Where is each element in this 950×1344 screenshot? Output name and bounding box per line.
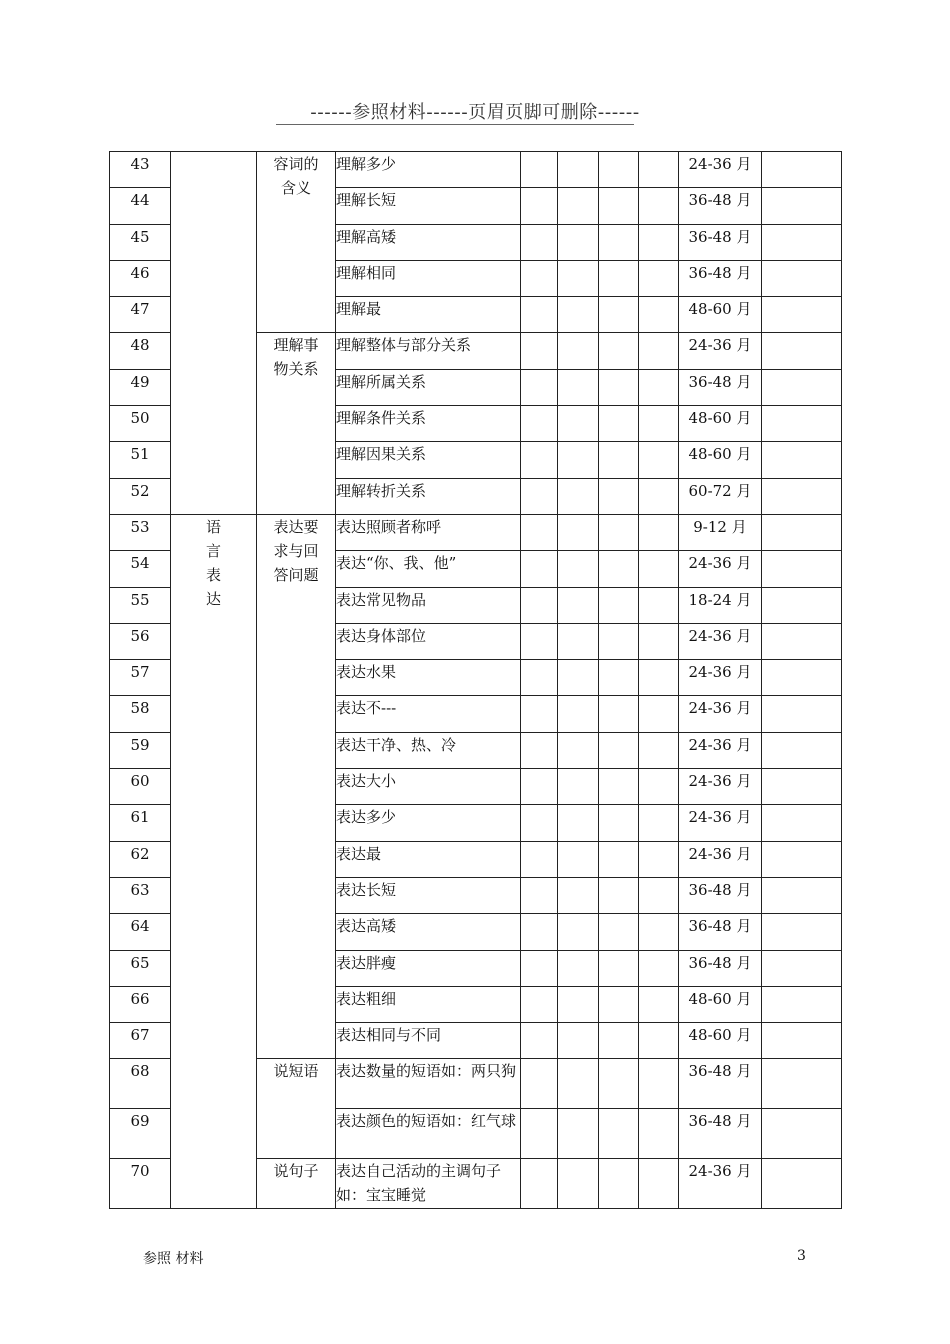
- remark-cell: [762, 297, 842, 333]
- item-description: 表达胖瘦: [336, 950, 521, 986]
- age-range: 60-72 月: [679, 478, 762, 514]
- row-number: 64: [110, 914, 171, 950]
- domain-language-expression: 语 言 表 达: [171, 514, 257, 1208]
- score-cell: [521, 587, 558, 623]
- score-cell: [639, 333, 679, 369]
- remark-cell: [762, 478, 842, 514]
- score-cell: [558, 297, 599, 333]
- table-row: [110, 514, 842, 550]
- age-range: 24-36 月: [679, 152, 762, 188]
- remark-cell: [762, 914, 842, 950]
- remark-cell: [762, 696, 842, 732]
- age-range: 24-36 月: [679, 551, 762, 587]
- age-range: 36-48 月: [679, 950, 762, 986]
- score-cell: [558, 369, 599, 405]
- score-cell: [521, 152, 558, 188]
- score-cell: [639, 1059, 679, 1109]
- row-number: 58: [110, 696, 171, 732]
- age-range: 48-60 月: [679, 406, 762, 442]
- score-cell: [639, 1109, 679, 1159]
- age-range: 48-60 月: [679, 297, 762, 333]
- age-range: 36-48 月: [679, 188, 762, 224]
- item-description: 表达颜色的短语如：红气球: [336, 1109, 521, 1159]
- remark-cell: [762, 551, 842, 587]
- score-cell: [639, 950, 679, 986]
- category-compare: 容词的含义: [257, 152, 336, 333]
- score-cell: [558, 732, 599, 768]
- row-number: 60: [110, 769, 171, 805]
- score-cell: [521, 769, 558, 805]
- item-description: 表达相同与不同: [336, 1023, 521, 1059]
- row-number: 52: [110, 478, 171, 514]
- age-range: 18-24 月: [679, 587, 762, 623]
- age-range: 24-36 月: [679, 696, 762, 732]
- row-number: 62: [110, 841, 171, 877]
- score-cell: [639, 805, 679, 841]
- row-number: 49: [110, 369, 171, 405]
- item-description: 理解转折关系: [336, 478, 521, 514]
- item-description: 表达身体部位: [336, 623, 521, 659]
- score-cell: [599, 950, 639, 986]
- header-underline: [276, 124, 634, 125]
- row-number: 59: [110, 732, 171, 768]
- score-cell: [521, 551, 558, 587]
- score-cell: [521, 442, 558, 478]
- row-number: 48: [110, 333, 171, 369]
- remark-cell: [762, 514, 842, 550]
- remark-cell: [762, 950, 842, 986]
- item-description: 表达大小: [336, 769, 521, 805]
- age-range: 36-48 月: [679, 1109, 762, 1159]
- score-cell: [599, 660, 639, 696]
- age-range: 36-48 月: [679, 260, 762, 296]
- score-cell: [521, 696, 558, 732]
- score-cell: [639, 478, 679, 514]
- item-description: 表达干净、热、冷: [336, 732, 521, 768]
- remark-cell: [762, 660, 842, 696]
- score-cell: [639, 224, 679, 260]
- remark-cell: [762, 442, 842, 478]
- table-row: [110, 152, 842, 188]
- score-cell: [521, 841, 558, 877]
- row-number: 70: [110, 1159, 171, 1209]
- row-number: 55: [110, 587, 171, 623]
- score-cell: [558, 188, 599, 224]
- footer-label: 参照 材料: [143, 1251, 204, 1267]
- item-description: 理解条件关系: [336, 406, 521, 442]
- age-range: 24-36 月: [679, 769, 762, 805]
- score-cell: [599, 696, 639, 732]
- remark-cell: [762, 587, 842, 623]
- score-cell: [558, 696, 599, 732]
- score-cell: [599, 986, 639, 1022]
- page-number: 3: [797, 1248, 806, 1264]
- score-cell: [599, 369, 639, 405]
- score-cell: [521, 333, 558, 369]
- remark-cell: [762, 406, 842, 442]
- age-range: 36-48 月: [679, 914, 762, 950]
- score-cell: [558, 877, 599, 913]
- remark-cell: [762, 152, 842, 188]
- score-cell: [639, 551, 679, 587]
- score-cell: [521, 660, 558, 696]
- score-cell: [599, 478, 639, 514]
- score-cell: [599, 297, 639, 333]
- row-number: 47: [110, 297, 171, 333]
- age-range: 36-48 月: [679, 369, 762, 405]
- score-cell: [558, 660, 599, 696]
- score-cell: [558, 950, 599, 986]
- score-cell: [521, 188, 558, 224]
- domain-cell-blank: [171, 152, 257, 515]
- score-cell: [639, 696, 679, 732]
- row-number: 61: [110, 805, 171, 841]
- score-cell: [521, 478, 558, 514]
- score-cell: [521, 297, 558, 333]
- age-range: 48-60 月: [679, 442, 762, 478]
- score-cell: [558, 1059, 599, 1109]
- score-cell: [639, 260, 679, 296]
- item-description: 理解所属关系: [336, 369, 521, 405]
- score-cell: [521, 877, 558, 913]
- score-cell: [558, 1023, 599, 1059]
- score-cell: [558, 514, 599, 550]
- remark-cell: [762, 986, 842, 1022]
- item-description: 理解整体与部分关系: [336, 333, 521, 369]
- score-cell: [599, 1059, 639, 1109]
- score-cell: [639, 841, 679, 877]
- category-relation: 理解事物关系: [257, 333, 336, 514]
- score-cell: [639, 297, 679, 333]
- score-cell: [639, 369, 679, 405]
- age-range: 48-60 月: [679, 986, 762, 1022]
- item-description: 理解因果关系: [336, 442, 521, 478]
- score-cell: [521, 623, 558, 659]
- age-range: 24-36 月: [679, 623, 762, 659]
- score-cell: [599, 551, 639, 587]
- score-cell: [521, 1109, 558, 1159]
- category-sentence: 说句子: [257, 1159, 336, 1209]
- item-description: 表达照顾者称呼: [336, 514, 521, 550]
- score-cell: [599, 805, 639, 841]
- item-description: 表达水果: [336, 660, 521, 696]
- score-cell: [639, 188, 679, 224]
- score-cell: [521, 369, 558, 405]
- score-cell: [639, 914, 679, 950]
- age-range: 48-60 月: [679, 1023, 762, 1059]
- item-description: 表达多少: [336, 805, 521, 841]
- item-description: 表达“你、我、他”: [336, 551, 521, 587]
- score-cell: [639, 514, 679, 550]
- assessment-table: [109, 151, 842, 1209]
- score-cell: [639, 1023, 679, 1059]
- score-cell: [558, 478, 599, 514]
- score-cell: [558, 152, 599, 188]
- item-description: 理解最: [336, 297, 521, 333]
- score-cell: [558, 805, 599, 841]
- remark-cell: [762, 224, 842, 260]
- score-cell: [521, 986, 558, 1022]
- score-cell: [639, 623, 679, 659]
- score-cell: [521, 224, 558, 260]
- row-number: 46: [110, 260, 171, 296]
- score-cell: [639, 1159, 679, 1209]
- remark-cell: [762, 805, 842, 841]
- age-range: 24-36 月: [679, 660, 762, 696]
- remark-cell: [762, 769, 842, 805]
- age-range: 24-36 月: [679, 333, 762, 369]
- score-cell: [558, 1159, 599, 1209]
- remark-cell: [762, 841, 842, 877]
- remark-cell: [762, 188, 842, 224]
- score-cell: [558, 406, 599, 442]
- score-cell: [639, 769, 679, 805]
- remark-cell: [762, 623, 842, 659]
- row-number: 68: [110, 1059, 171, 1109]
- remark-cell: [762, 1109, 842, 1159]
- score-cell: [521, 1059, 558, 1109]
- score-cell: [558, 769, 599, 805]
- item-description: 理解多少: [336, 152, 521, 188]
- age-range: 24-36 月: [679, 1159, 762, 1209]
- page-header: ------参照材料------页眉页脚可删除------: [310, 102, 640, 123]
- score-cell: [639, 587, 679, 623]
- score-cell: [558, 623, 599, 659]
- score-cell: [599, 914, 639, 950]
- score-cell: [599, 1109, 639, 1159]
- item-description: 表达自己活动的主调句子如：宝宝睡觉: [336, 1159, 521, 1209]
- age-range: 36-48 月: [679, 224, 762, 260]
- score-cell: [558, 442, 599, 478]
- score-cell: [599, 224, 639, 260]
- score-cell: [639, 152, 679, 188]
- score-cell: [521, 950, 558, 986]
- row-number: 50: [110, 406, 171, 442]
- remark-cell: [762, 1159, 842, 1209]
- score-cell: [521, 1159, 558, 1209]
- age-range: 24-36 月: [679, 805, 762, 841]
- category-phrase: 说短语: [257, 1059, 336, 1159]
- remark-cell: [762, 1023, 842, 1059]
- row-number: 43: [110, 152, 171, 188]
- score-cell: [599, 877, 639, 913]
- item-description: 表达最: [336, 841, 521, 877]
- row-number: 57: [110, 660, 171, 696]
- remark-cell: [762, 260, 842, 296]
- score-cell: [639, 732, 679, 768]
- remark-cell: [762, 877, 842, 913]
- item-description: 理解相同: [336, 260, 521, 296]
- score-cell: [521, 260, 558, 296]
- age-range: 24-36 月: [679, 841, 762, 877]
- remark-cell: [762, 732, 842, 768]
- score-cell: [599, 442, 639, 478]
- score-cell: [599, 841, 639, 877]
- score-cell: [521, 1023, 558, 1059]
- score-cell: [521, 732, 558, 768]
- row-number: 44: [110, 188, 171, 224]
- score-cell: [558, 914, 599, 950]
- score-cell: [599, 1159, 639, 1209]
- score-cell: [639, 442, 679, 478]
- score-cell: [599, 732, 639, 768]
- score-cell: [558, 333, 599, 369]
- score-cell: [599, 769, 639, 805]
- score-cell: [599, 333, 639, 369]
- row-number: 51: [110, 442, 171, 478]
- score-cell: [521, 914, 558, 950]
- score-cell: [558, 260, 599, 296]
- row-number: 69: [110, 1109, 171, 1159]
- score-cell: [639, 660, 679, 696]
- score-cell: [599, 260, 639, 296]
- item-description: 表达不---: [336, 696, 521, 732]
- score-cell: [639, 877, 679, 913]
- score-cell: [639, 986, 679, 1022]
- age-range: 9-12 月: [679, 514, 762, 550]
- row-number: 45: [110, 224, 171, 260]
- remark-cell: [762, 333, 842, 369]
- item-description: 表达粗细: [336, 986, 521, 1022]
- score-cell: [599, 188, 639, 224]
- score-cell: [521, 514, 558, 550]
- row-number: 56: [110, 623, 171, 659]
- score-cell: [558, 587, 599, 623]
- row-number: 66: [110, 986, 171, 1022]
- category-request-answer: 表达要求与回答问题: [257, 514, 336, 1058]
- item-description: 理解高矮: [336, 224, 521, 260]
- item-description: 表达高矮: [336, 914, 521, 950]
- score-cell: [558, 986, 599, 1022]
- score-cell: [599, 406, 639, 442]
- score-cell: [558, 551, 599, 587]
- row-number: 67: [110, 1023, 171, 1059]
- row-number: 53: [110, 514, 171, 550]
- age-range: 24-36 月: [679, 732, 762, 768]
- item-description: 表达长短: [336, 877, 521, 913]
- row-number: 54: [110, 551, 171, 587]
- score-cell: [639, 406, 679, 442]
- item-description: 理解长短: [336, 188, 521, 224]
- remark-cell: [762, 1059, 842, 1109]
- score-cell: [599, 152, 639, 188]
- remark-cell: [762, 369, 842, 405]
- score-cell: [558, 841, 599, 877]
- score-cell: [558, 1109, 599, 1159]
- score-cell: [521, 805, 558, 841]
- score-cell: [521, 406, 558, 442]
- score-cell: [599, 1023, 639, 1059]
- item-description: 表达常见物品: [336, 587, 521, 623]
- row-number: 63: [110, 877, 171, 913]
- age-range: 36-48 月: [679, 877, 762, 913]
- score-cell: [599, 514, 639, 550]
- score-cell: [599, 587, 639, 623]
- score-cell: [599, 623, 639, 659]
- score-cell: [558, 224, 599, 260]
- item-description: 表达数量的短语如：两只狗: [336, 1059, 521, 1109]
- age-range: 36-48 月: [679, 1059, 762, 1109]
- row-number: 65: [110, 950, 171, 986]
